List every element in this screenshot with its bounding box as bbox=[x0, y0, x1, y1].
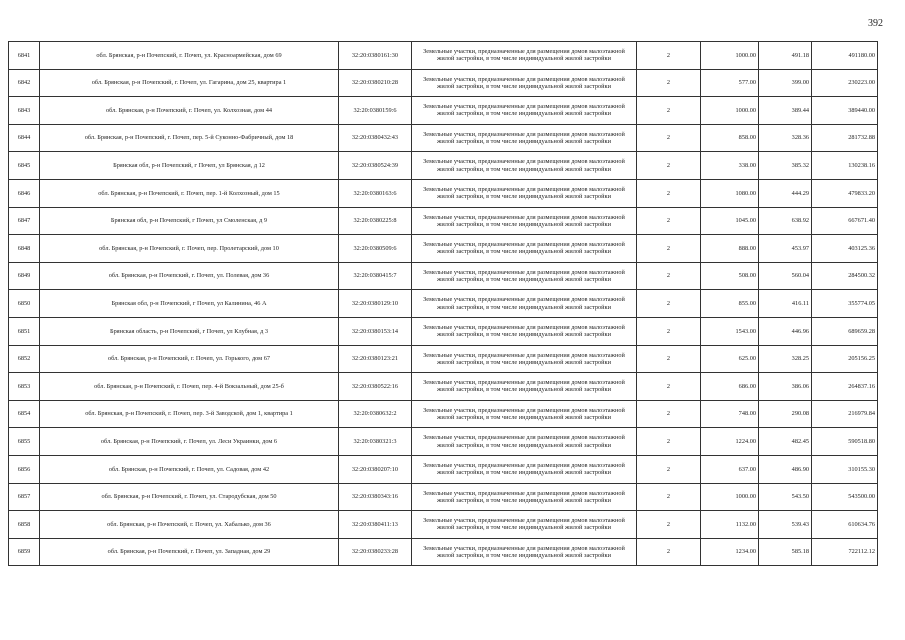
area-cell: 855.00 bbox=[701, 290, 759, 318]
table-row bbox=[9, 262, 878, 290]
row-number: 6850 bbox=[9, 290, 40, 318]
row-number: 6845 bbox=[9, 152, 40, 180]
address-cell: обл. Брянская, р-н Почепский, г. Почеп, пер. 1-й Колхозный, дом 15 bbox=[40, 179, 339, 207]
address-cell: обл. Брянская, р-н Почепский, г. Почеп, ул. Полевая, дом 36 bbox=[40, 262, 339, 290]
cadastral-value-cell: 389440.00 bbox=[812, 97, 878, 125]
land-use-cell: Земельные участки, предназначенные для размещения домов малоэтажной жилой застройки, в том числе индивидуальной жилой застройки bbox=[412, 428, 637, 456]
land-use-cell: Земельные участки, предназначенные для размещения домов малоэтажной жилой застройки, в том числе индивидуальной жилой застройки bbox=[412, 262, 637, 290]
rate-cell: 638.92 bbox=[759, 207, 812, 235]
rate-cell: 486.90 bbox=[759, 455, 812, 483]
table-row bbox=[9, 345, 878, 373]
land-use-cell: Земельные участки, предназначенные для размещения домов малоэтажной жилой застройки, в том числе индивидуальной жилой застройки bbox=[412, 124, 637, 152]
group-cell: 2 bbox=[637, 511, 701, 539]
cadastral-number-cell: 32:20:0380163:6 bbox=[339, 179, 412, 207]
table-row bbox=[9, 400, 878, 428]
address-cell: обл. Брянская, р-н Почепский, г. Почеп, пер. 5-й Суконно-Фабричный, дом 18 bbox=[40, 124, 339, 152]
table-row bbox=[9, 483, 878, 511]
rate-cell: 453.97 bbox=[759, 235, 812, 263]
group-cell: 2 bbox=[637, 373, 701, 401]
land-use-cell: Земельные участки, предназначенные для размещения домов малоэтажной жилой застройки, в том числе индивидуальной жилой застройки bbox=[412, 152, 637, 180]
table-row bbox=[9, 42, 878, 70]
cadastral-value-cell: 722112.12 bbox=[812, 538, 878, 566]
cadastral-number-cell: 32:20:0380153:14 bbox=[339, 317, 412, 345]
rate-cell: 328.36 bbox=[759, 124, 812, 152]
land-use-cell: Земельные участки, предназначенные для размещения домов малоэтажной жилой застройки, в том числе индивидуальной жилой застройки bbox=[412, 511, 637, 539]
cadastral-number-cell: 32:20:0380123:21 bbox=[339, 345, 412, 373]
group-cell: 2 bbox=[637, 152, 701, 180]
cadastral-value-cell: 667671.40 bbox=[812, 207, 878, 235]
area-cell: 1045.00 bbox=[701, 207, 759, 235]
rate-cell: 399.00 bbox=[759, 69, 812, 97]
land-use-cell: Земельные участки, предназначенные для размещения домов малоэтажной жилой застройки, в том числе индивидуальной жилой застройки bbox=[412, 400, 637, 428]
rate-cell: 543.50 bbox=[759, 483, 812, 511]
cadastral-number-cell: 32:20:0380321:3 bbox=[339, 428, 412, 456]
rate-cell: 328.25 bbox=[759, 345, 812, 373]
table-row bbox=[9, 124, 878, 152]
row-number: 6853 bbox=[9, 373, 40, 401]
cadastral-number-cell: 32:20:0380159:6 bbox=[339, 97, 412, 125]
group-cell: 2 bbox=[637, 400, 701, 428]
group-cell: 2 bbox=[637, 235, 701, 263]
cadastral-value-cell: 479833.20 bbox=[812, 179, 878, 207]
row-number: 6852 bbox=[9, 345, 40, 373]
land-use-cell: Земельные участки, предназначенные для размещения домов малоэтажной жилой застройки, в том числе индивидуальной жилой застройки bbox=[412, 207, 637, 235]
address-cell: обл. Брянская, р-н Почепский, г. Почеп, пер. 4-й Вокзальный, дом 25-б bbox=[40, 373, 339, 401]
address-cell: обл. Брянская, р-н Почепский, г. Почеп, ул. Леси Украинки, дом 6 bbox=[40, 428, 339, 456]
table-row bbox=[9, 317, 878, 345]
row-number: 6851 bbox=[9, 317, 40, 345]
group-cell: 2 bbox=[637, 483, 701, 511]
land-use-cell: Земельные участки, предназначенные для размещения домов малоэтажной жилой застройки, в том числе индивидуальной жилой застройки bbox=[412, 373, 637, 401]
rate-cell: 560.04 bbox=[759, 262, 812, 290]
row-number: 6854 bbox=[9, 400, 40, 428]
area-cell: 625.00 bbox=[701, 345, 759, 373]
table-body bbox=[9, 42, 878, 566]
group-cell: 2 bbox=[637, 97, 701, 125]
table-row bbox=[9, 152, 878, 180]
group-cell: 2 bbox=[637, 262, 701, 290]
address-cell: обл. Брянская, р-н Почепский, г. Почеп, ул. Садовая, дом 42 bbox=[40, 455, 339, 483]
address-cell: Брянская обл, р-н Почепский, г Почеп, ул Смоленская, д 9 bbox=[40, 207, 339, 235]
cadastral-number-cell: 32:20:0380233:28 bbox=[339, 538, 412, 566]
land-use-cell: Земельные участки, предназначенные для размещения домов малоэтажной жилой застройки, в том числе индивидуальной жилой застройки bbox=[412, 235, 637, 263]
cadastral-value-cell: 355774.05 bbox=[812, 290, 878, 318]
area-cell: 1080.00 bbox=[701, 179, 759, 207]
address-cell: обл. Брянская, р-н Почепский, г. Почеп, ул. Горького, дом 67 bbox=[40, 345, 339, 373]
cadastral-number-cell: 32:20:0380210:28 bbox=[339, 69, 412, 97]
area-cell: 338.00 bbox=[701, 152, 759, 180]
cadastral-number-cell: 32:20:0380343:16 bbox=[339, 483, 412, 511]
row-number: 6849 bbox=[9, 262, 40, 290]
cadastral-value-cell: 130238.16 bbox=[812, 152, 878, 180]
group-cell: 2 bbox=[637, 345, 701, 373]
row-number: 6843 bbox=[9, 97, 40, 125]
cadastral-value-table bbox=[8, 41, 878, 566]
area-cell: 686.00 bbox=[701, 373, 759, 401]
land-use-cell: Земельные участки, предназначенные для размещения домов малоэтажной жилой застройки, в том числе индивидуальной жилой застройки bbox=[412, 290, 637, 318]
row-number: 6858 bbox=[9, 511, 40, 539]
row-number: 6846 bbox=[9, 179, 40, 207]
rate-cell: 389.44 bbox=[759, 97, 812, 125]
row-number: 6847 bbox=[9, 207, 40, 235]
area-cell: 577.00 bbox=[701, 69, 759, 97]
rate-cell: 539.43 bbox=[759, 511, 812, 539]
area-cell: 1000.00 bbox=[701, 483, 759, 511]
rate-cell: 385.32 bbox=[759, 152, 812, 180]
table-row bbox=[9, 207, 878, 235]
land-use-cell: Земельные участки, предназначенные для размещения домов малоэтажной жилой застройки, в том числе индивидуальной жилой застройки bbox=[412, 483, 637, 511]
cadastral-number-cell: 32:20:0380522:16 bbox=[339, 373, 412, 401]
cadastral-value-cell: 310155.30 bbox=[812, 455, 878, 483]
address-cell: обл. Брянская, р-н Почепский, г. Почеп, ул. Красноармейская, дом 69 bbox=[40, 42, 339, 70]
row-number: 6859 bbox=[9, 538, 40, 566]
cadastral-number-cell: 32:20:0380415:7 bbox=[339, 262, 412, 290]
cadastral-value-cell: 264837.16 bbox=[812, 373, 878, 401]
cadastral-number-cell: 32:20:0380225:8 bbox=[339, 207, 412, 235]
cadastral-number-cell: 32:20:0380411:13 bbox=[339, 511, 412, 539]
group-cell: 2 bbox=[637, 179, 701, 207]
area-cell: 508.00 bbox=[701, 262, 759, 290]
area-cell: 1234.00 bbox=[701, 538, 759, 566]
row-number: 6855 bbox=[9, 428, 40, 456]
area-cell: 637.00 bbox=[701, 455, 759, 483]
table-row bbox=[9, 455, 878, 483]
address-cell: Брянская обл, р-н Почепский, г Почеп, ул Брянская, д 12 bbox=[40, 152, 339, 180]
land-use-cell: Земельные участки, предназначенные для размещения домов малоэтажной жилой застройки, в том числе индивидуальной жилой застройки bbox=[412, 97, 637, 125]
cadastral-value-cell: 284500.32 bbox=[812, 262, 878, 290]
cadastral-value-cell: 543500.00 bbox=[812, 483, 878, 511]
cadastral-number-cell: 32:20:0380524:39 bbox=[339, 152, 412, 180]
area-cell: 1224.00 bbox=[701, 428, 759, 456]
cadastral-number-cell: 32:20:0380207:10 bbox=[339, 455, 412, 483]
cadastral-value-cell: 216979.84 bbox=[812, 400, 878, 428]
table-row bbox=[9, 290, 878, 318]
group-cell: 2 bbox=[637, 317, 701, 345]
cadastral-value-cell: 689659.28 bbox=[812, 317, 878, 345]
rate-cell: 444.29 bbox=[759, 179, 812, 207]
address-cell: обл. Брянская, р-н Почепский, г. Почеп, ул. Хабалько, дом 36 bbox=[40, 511, 339, 539]
land-use-cell: Земельные участки, предназначенные для размещения домов малоэтажной жилой застройки, в том числе индивидуальной жилой застройки bbox=[412, 455, 637, 483]
land-use-cell: Земельные участки, предназначенные для размещения домов малоэтажной жилой застройки, в том числе индивидуальной жилой застройки bbox=[412, 538, 637, 566]
row-number: 6856 bbox=[9, 455, 40, 483]
land-use-cell: Земельные участки, предназначенные для размещения домов малоэтажной жилой застройки, в том числе индивидуальной жилой застройки bbox=[412, 42, 637, 70]
land-use-cell: Земельные участки, предназначенные для размещения домов малоэтажной жилой застройки, в том числе индивидуальной жилой застройки bbox=[412, 317, 637, 345]
address-cell: обл. Брянская, р-н Почепский, г. Почеп, пер. 3-й Заводской, дом 1, квартира 1 bbox=[40, 400, 339, 428]
cadastral-number-cell: 32:20:0380161:30 bbox=[339, 42, 412, 70]
area-cell: 1543.00 bbox=[701, 317, 759, 345]
address-cell: обл. Брянская, р-н Почепский, г. Почеп, ул. Гагарина, дом 25, квартира 1 bbox=[40, 69, 339, 97]
rate-cell: 416.11 bbox=[759, 290, 812, 318]
table-row bbox=[9, 511, 878, 539]
group-cell: 2 bbox=[637, 455, 701, 483]
cadastral-value-cell: 230223.00 bbox=[812, 69, 878, 97]
cadastral-number-cell: 32:20:0380632:2 bbox=[339, 400, 412, 428]
group-cell: 2 bbox=[637, 290, 701, 318]
address-cell: обл. Брянская, р-н Почепский, г. Почеп, ул. Стародубская, дом 50 bbox=[40, 483, 339, 511]
group-cell: 2 bbox=[637, 207, 701, 235]
cadastral-value-cell: 403125.36 bbox=[812, 235, 878, 263]
table-row bbox=[9, 428, 878, 456]
address-cell: обл. Брянская, р-н Почепский, г. Почеп, ул. Колхозная, дом 44 bbox=[40, 97, 339, 125]
rate-cell: 386.06 bbox=[759, 373, 812, 401]
cadastral-value-cell: 281732.88 bbox=[812, 124, 878, 152]
land-use-cell: Земельные участки, предназначенные для размещения домов малоэтажной жилой застройки, в том числе индивидуальной жилой застройки bbox=[412, 69, 637, 97]
rate-cell: 491.18 bbox=[759, 42, 812, 70]
area-cell: 1000.00 bbox=[701, 42, 759, 70]
table-row bbox=[9, 538, 878, 566]
address-cell: обл. Брянская, р-н Почепский, г. Почеп, ул. Западная, дом 29 bbox=[40, 538, 339, 566]
table-row bbox=[9, 97, 878, 125]
cadastral-value-cell: 491180.00 bbox=[812, 42, 878, 70]
row-number: 6857 bbox=[9, 483, 40, 511]
cadastral-number-cell: 32:20:0380129:10 bbox=[339, 290, 412, 318]
group-cell: 2 bbox=[637, 538, 701, 566]
cadastral-value-cell: 610634.76 bbox=[812, 511, 878, 539]
land-use-cell: Земельные участки, предназначенные для размещения домов малоэтажной жилой застройки, в том числе индивидуальной жилой застройки bbox=[412, 345, 637, 373]
row-number: 6844 bbox=[9, 124, 40, 152]
area-cell: 888.00 bbox=[701, 235, 759, 263]
address-cell: Брянская обл, р-н Почепский, г Почеп, ул Калинина, 46 А bbox=[40, 290, 339, 318]
table-row bbox=[9, 179, 878, 207]
rate-cell: 446.96 bbox=[759, 317, 812, 345]
table-row bbox=[9, 373, 878, 401]
area-cell: 748.00 bbox=[701, 400, 759, 428]
group-cell: 2 bbox=[637, 124, 701, 152]
address-cell: обл. Брянская, р-н Почепский, г. Почеп, пер. Пролетарский, дом 10 bbox=[40, 235, 339, 263]
group-cell: 2 bbox=[637, 428, 701, 456]
area-cell: 1132.00 bbox=[701, 511, 759, 539]
cadastral-value-cell: 205156.25 bbox=[812, 345, 878, 373]
area-cell: 858.00 bbox=[701, 124, 759, 152]
row-number: 6848 bbox=[9, 235, 40, 263]
row-number: 6842 bbox=[9, 69, 40, 97]
page-number: 392 bbox=[868, 18, 883, 29]
row-number: 6841 bbox=[9, 42, 40, 70]
rate-cell: 290.08 bbox=[759, 400, 812, 428]
address-cell: Брянская область, р-н Почепский, г Почеп, ул Клубная, д 3 bbox=[40, 317, 339, 345]
cadastral-number-cell: 32:20:0380432:43 bbox=[339, 124, 412, 152]
area-cell: 1000.00 bbox=[701, 97, 759, 125]
rate-cell: 585.18 bbox=[759, 538, 812, 566]
cadastral-value-cell: 590518.80 bbox=[812, 428, 878, 456]
group-cell: 2 bbox=[637, 69, 701, 97]
table-row bbox=[9, 235, 878, 263]
rate-cell: 482.45 bbox=[759, 428, 812, 456]
land-use-cell: Земельные участки, предназначенные для размещения домов малоэтажной жилой застройки, в том числе индивидуальной жилой застройки bbox=[412, 179, 637, 207]
group-cell: 2 bbox=[637, 42, 701, 70]
cadastral-number-cell: 32:20:0380509:6 bbox=[339, 235, 412, 263]
table-row bbox=[9, 69, 878, 97]
